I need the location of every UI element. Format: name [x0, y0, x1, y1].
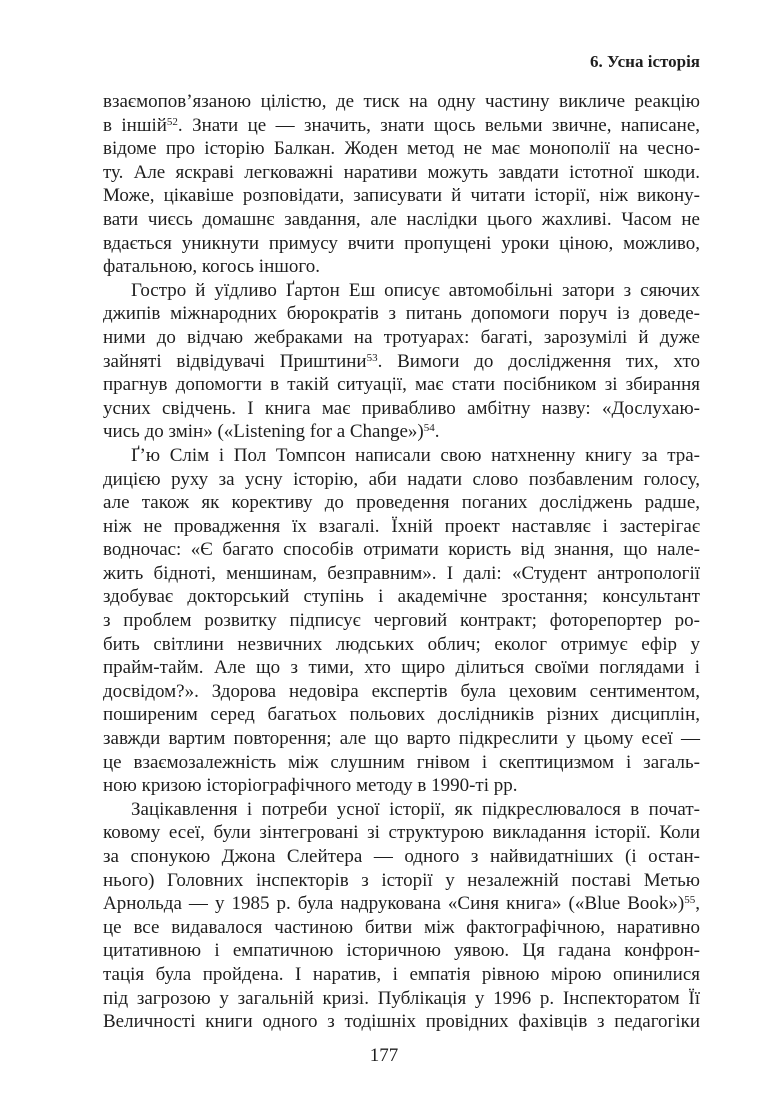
text-line	[103, 302, 700, 326]
text-line	[103, 562, 700, 586]
text-line	[103, 208, 700, 232]
text-line	[103, 538, 700, 562]
text-run: досвідом?». Здорова недовіра експертів була цеховим сентиментом,	[103, 680, 700, 702]
text-run: тація була пройдена. І наратив, і емпатія рівною мірою опинилися	[103, 963, 700, 985]
text-line	[103, 515, 700, 539]
text-line	[103, 444, 700, 468]
text-line	[103, 939, 700, 963]
text-line	[103, 397, 700, 421]
text-run: взаємопов’язаною цілістю, де тиск на одну частину викличе реакцію	[103, 91, 700, 112]
paragraph	[103, 798, 700, 1034]
text-line	[103, 1010, 700, 1034]
text-run: ту. Але яскраві легковажні наративи можуть завдати істотної шкоди.	[103, 161, 700, 183]
text-run: Гостро й уїдливо Ґартон Еш описує автомобільні затори з сяючих	[131, 279, 700, 301]
footnote-ref: 55	[684, 894, 696, 907]
text-run: відоме про історію Балкан. Жоден метод не має монополії на чесно-	[103, 138, 700, 160]
text-line	[103, 279, 700, 303]
text-line	[103, 161, 700, 185]
text-line	[103, 90, 700, 114]
text-run: Величності книги одного з тодішніх провідних фахівців з педагогіки	[103, 1011, 700, 1033]
text-run: фатальною, когось іншого.	[103, 256, 320, 278]
text-run: нього) Головних інспекторів з історії у незалежній поставі Метью	[103, 869, 700, 891]
page-number: 177	[369, 1045, 399, 1066]
text-run: жить бідноті, меншинам, безправним». І далі: «Студент антропології	[103, 562, 700, 584]
footnote-ref: 53	[366, 351, 378, 364]
text-line	[103, 609, 700, 633]
text-line	[103, 491, 700, 515]
text-run: усних свідчень. І книга має привабливо амбітну назву: «Дослухаю-	[103, 397, 700, 419]
footnote-ref: 54	[423, 422, 435, 435]
running-head: 6. Усна історія	[589, 52, 700, 71]
text-run: з проблем розвитку підписує черговий контракт; фоторепортер ро-	[103, 610, 700, 632]
text-line	[103, 585, 700, 609]
text-run: дицією руху за усну історію, аби надати слово позбавленим голосу,	[103, 468, 700, 490]
text-run: Арнольда — у 1985 р. була надрукована «Синя книга» («Blue Book»)	[103, 893, 685, 915]
text-run: зайняті відвідувачі Приштини	[103, 350, 367, 372]
text-line	[103, 680, 700, 704]
text-run: вдається уникнути примусу вчити пропущені уроки ціною, можливо,	[103, 232, 700, 254]
text-run: ковому есеї, були зінтегровані зі структурою викладання історії. Коли	[103, 822, 700, 844]
text-line	[103, 703, 700, 727]
text-run: в іншій	[103, 114, 167, 136]
text-line	[103, 373, 700, 397]
text-line	[103, 350, 700, 374]
text-run: під загрозою у загальній кризі. Публікація у 1996 р. Інспекторатом Її	[103, 987, 700, 1009]
text-line	[103, 420, 700, 444]
text-line	[103, 821, 700, 845]
text-line	[103, 845, 700, 869]
text-run: здобуває докторський ступінь і академічне зростання; консультант	[103, 586, 700, 608]
text-run: чись до змін» («Listening for a Change»)	[103, 421, 424, 443]
text-line	[103, 633, 700, 657]
text-line	[103, 255, 700, 279]
text-run: водночас: «Є багато способів отримати користь від знання, що нале-	[103, 539, 700, 561]
text-line	[103, 892, 700, 916]
text-line	[103, 727, 700, 751]
text-run: це взаємозалежність між слушним гнівом і скептицизмом і загаль-	[103, 751, 700, 773]
footnote-ref: 52	[166, 115, 178, 128]
paragraph	[103, 90, 700, 279]
text-run: . Вимоги до дослідження тих, хто	[377, 350, 700, 372]
text-line	[103, 137, 700, 161]
text-line	[103, 184, 700, 208]
text-line	[103, 751, 700, 775]
text-line	[103, 656, 700, 680]
text-run: це все видавалося частиною битви між фактографічною, наративно	[103, 916, 700, 938]
text-run: поширеним серед багатьох польових дослідників різних дисциплін,	[103, 704, 700, 726]
paragraph	[103, 444, 700, 798]
text-run: вати чиєсь домашнє завдання, але наслідки цього жахливі. Часом не	[103, 208, 700, 230]
text-run: ,	[695, 893, 700, 915]
text-line	[103, 774, 700, 798]
text-line	[103, 114, 700, 138]
text-line	[103, 798, 700, 822]
text-line	[103, 232, 700, 256]
text-line	[103, 468, 700, 492]
text-run: Ґ’ю Слім і Пол Томпсон написали свою натхненну книгу за тра-	[131, 444, 700, 466]
text-run: ною кризою історіографічного методу в 1990-ті рр.	[103, 775, 518, 797]
text-run: Може, цікавіше розповідати, записувати й читати історії, ніж викону-	[103, 185, 700, 207]
text-line	[103, 963, 700, 987]
text-line	[103, 987, 700, 1011]
text-run: бить світлини незвичних людських облич; еколог отримує ефір у	[103, 633, 700, 655]
paragraph	[103, 279, 700, 444]
text-run: завжди вартим повторення; але що варто підкреслити у цьому есеї —	[103, 728, 700, 750]
text-run: ніж не провадження їх взагалі. Їхній проект наставляє і застерігає	[103, 515, 700, 537]
text-run: . Знати це — значить, знати щось вельми звичне, написане,	[177, 114, 701, 136]
text-run: за спонукою Джона Слейтера — одного з найвидатніших (і остан-	[103, 846, 700, 867]
text-run: але також як корективу до проведення поганих досліджень радше,	[103, 492, 700, 514]
text-run: прагнув допомогти в такій ситуації, має стати посібником зі збирання	[103, 374, 700, 396]
text-run: цитативною і емпатичною історичною уявою. Ця гадана конфрон-	[103, 940, 700, 962]
text-run: джипів міжнародних бюрократів з питань допомоги поруч із доведе-	[103, 303, 700, 325]
text-line	[103, 916, 700, 940]
text-run: прайм-тайм. Але що з тими, хто щиро ділиться своїми поглядами і	[103, 657, 700, 679]
text-line	[103, 869, 700, 893]
text-run: .	[434, 421, 440, 443]
text-run: ними до відчаю жебраками на тротуарах: багаті, зарозумілі й дуже	[103, 326, 700, 348]
text-run: Зацікавлення і потреби усної історії, як підкреслювалося в почат-	[131, 798, 700, 820]
text-line	[103, 326, 700, 350]
body-text	[103, 90, 700, 1034]
